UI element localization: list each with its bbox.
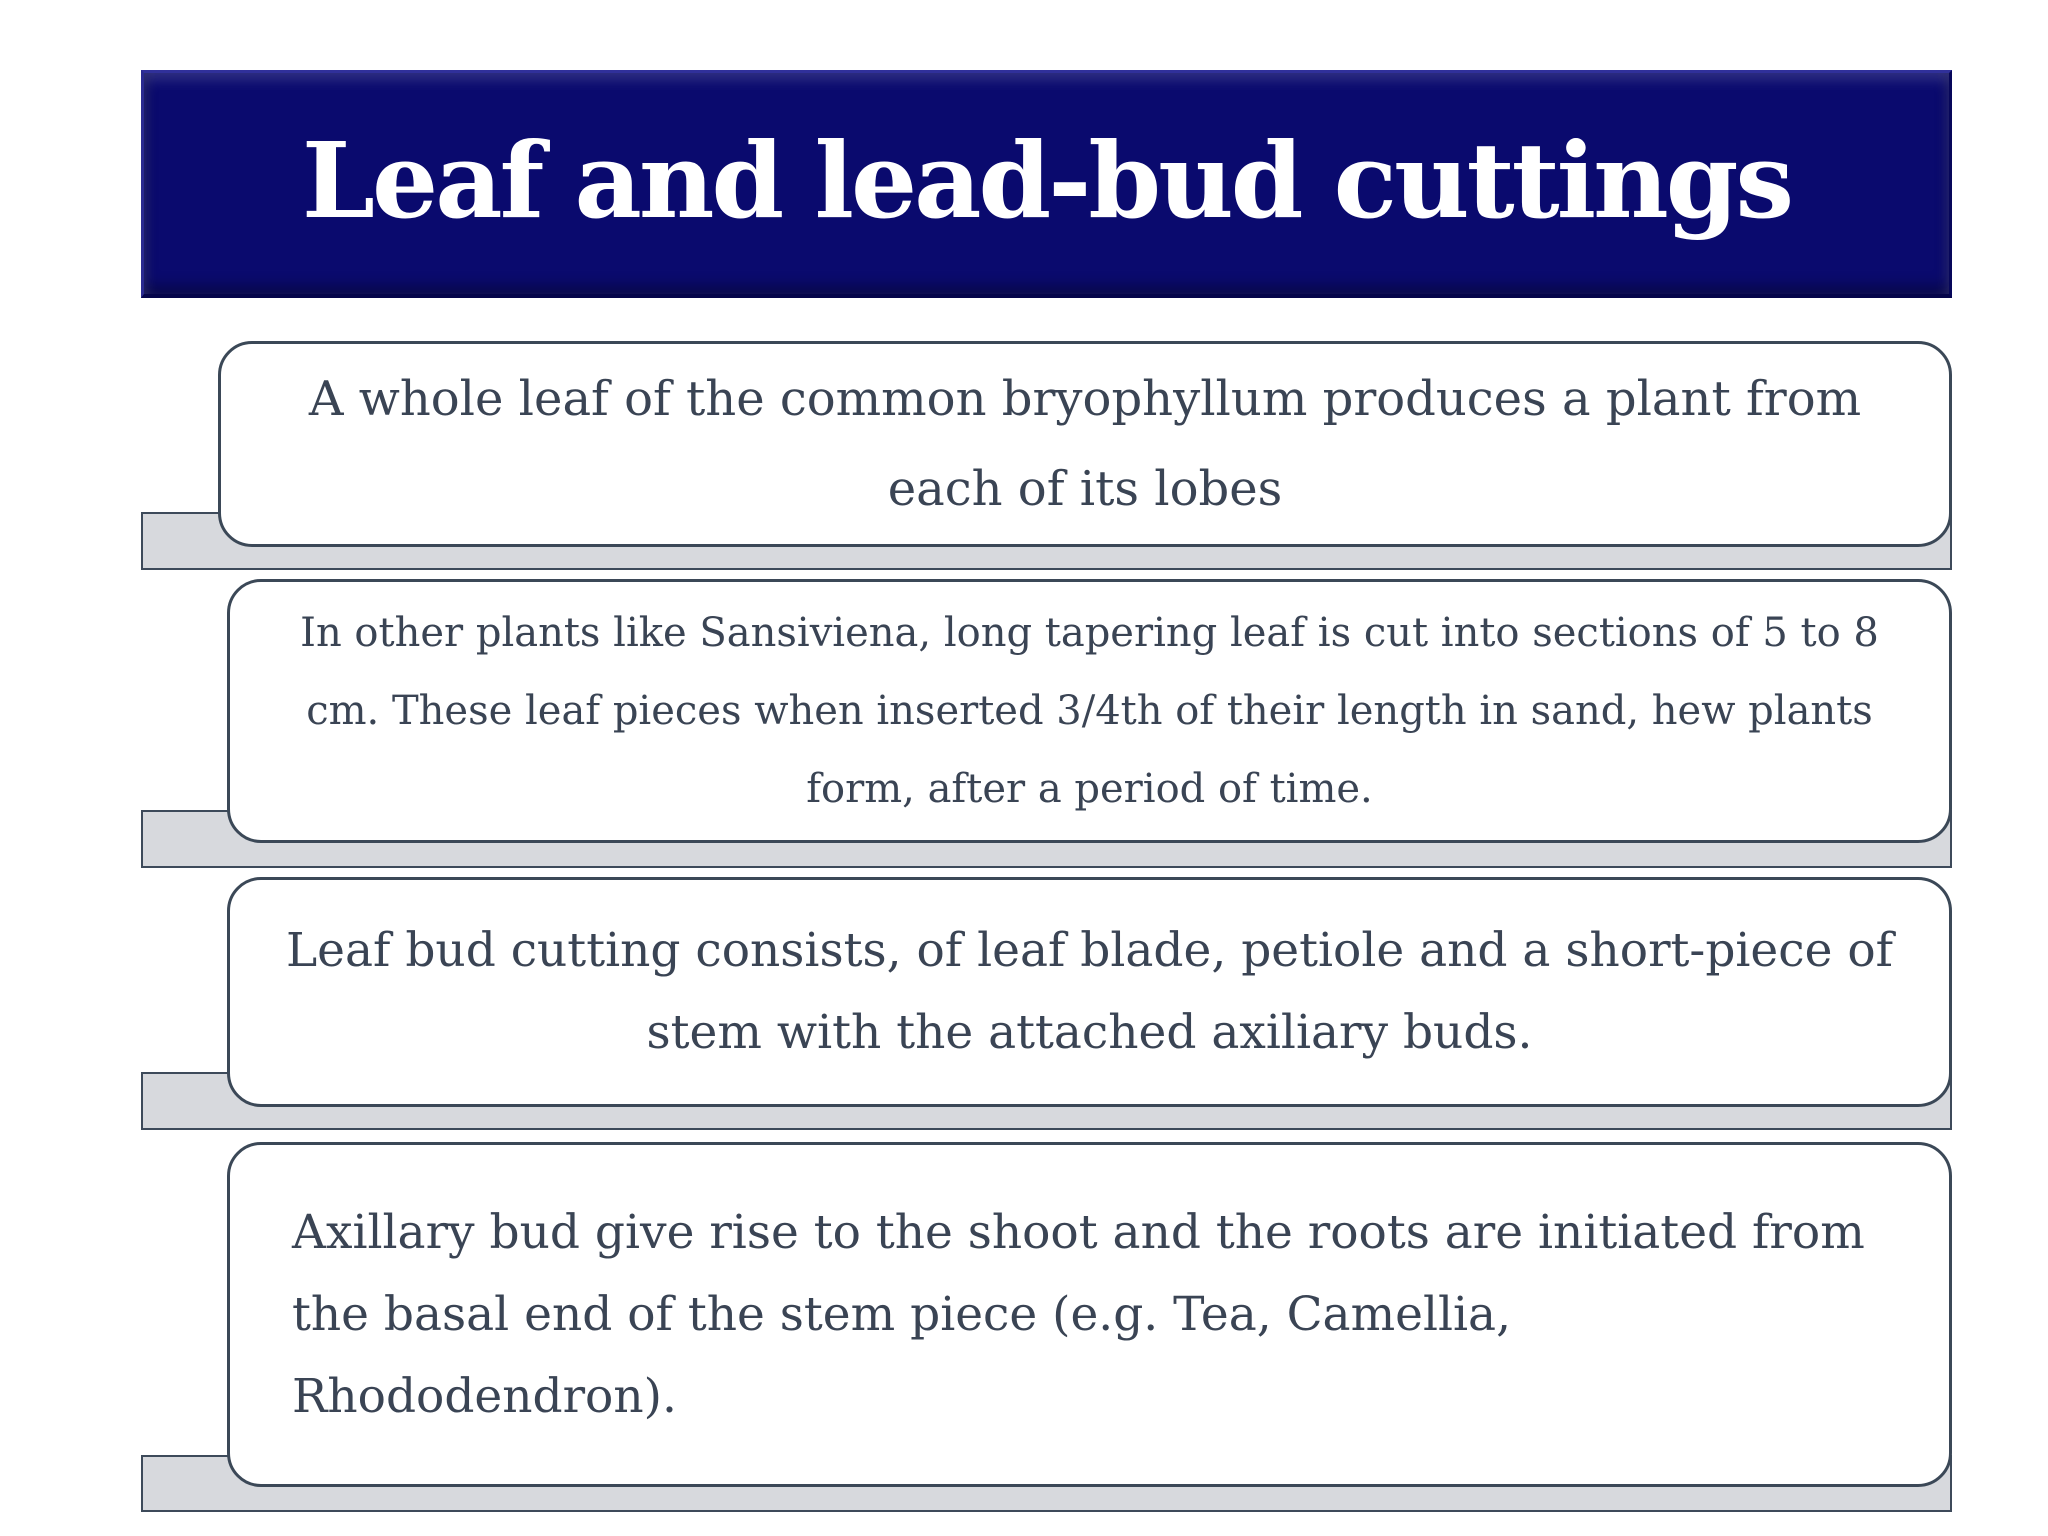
text-box-2-text: In other plants like Sansiviena, long tapering leaf is cut into sections of 5 to 8 cm. These leaf pieces when inserted 3/4th of their length in sand, hew plants form, after a period of time.	[300, 610, 1879, 812]
text-box-1-text: A whole leaf of the common bryophyllum produces a plant from each of its lobes	[308, 371, 1862, 517]
title-banner	[141, 70, 1952, 298]
text-box-4	[227, 1142, 1952, 1487]
text-box-4-text: Axillary bud give rise to the shoot and the roots are initiated from the basal end of the stem piece (e.g. Tea, Camellia, Rhododendron).	[292, 1204, 1865, 1424]
slide-title: Leaf and lead-bud cuttings	[301, 118, 1792, 242]
text-box-1	[218, 341, 1952, 547]
text-box-3	[227, 877, 1952, 1107]
text-box-3-text: Leaf bud cutting consists, of leaf blade, petiole and a short-piece of stem with the attached axiliary buds.	[285, 923, 1894, 1060]
text-box-2	[227, 579, 1952, 843]
